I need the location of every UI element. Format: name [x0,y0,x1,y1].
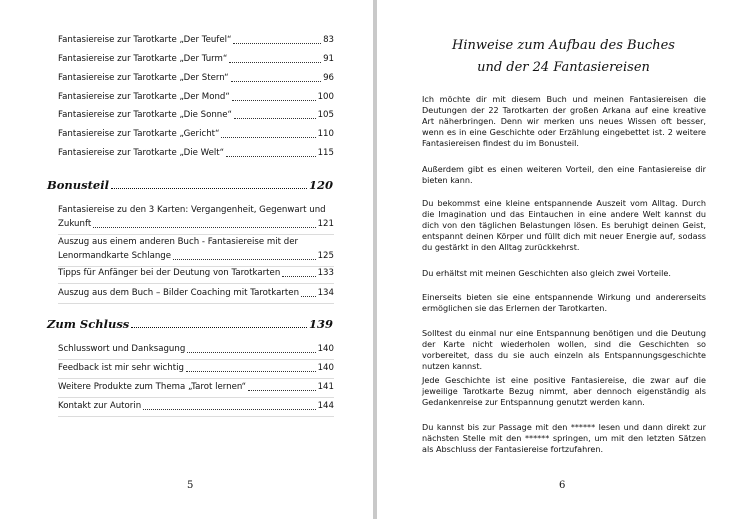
toc-entry-bilder-coaching[interactable] [58,286,334,304]
toc-entry-mond[interactable] [58,90,334,104]
toc-entry-teufel[interactable] [58,33,334,47]
toc-entry-gericht[interactable] [58,127,334,141]
toc-entry-drei-karten[interactable] [58,203,334,235]
toc-entry-page: 140 [317,363,334,373]
paragraph: Außerdem gibt es einen weiteren Vorteil, den eine Fantasiereise dir bieten kann. [422,164,706,185]
toc-entry-label: Feedback ist mir sehr wichtig [58,363,184,373]
toc-entry-page: 125 [317,251,334,261]
toc-entry-label: Fantasiereise zur Tarotkarte „Die Sonne“ [58,110,232,120]
toc-entry-page: 133 [317,268,334,278]
paragraph: Einerseits bieten sie eine entspannende Wirkung und andererseits ermöglichen sie das Erlernen der Tarotkarten. [422,292,706,313]
toc-entry-feedback[interactable] [58,361,334,379]
section-label: Bonusteil [47,178,109,192]
toc-entry-page: 105 [317,110,334,120]
toc-section-zum-schluss[interactable] [47,317,333,331]
toc-entry-stern[interactable] [58,71,334,85]
toc-entry-page: 110 [317,129,334,139]
section-page: 139 [308,317,333,331]
toc-entry-page: 134 [317,288,334,298]
toc-entry-label: Zukunft [58,219,92,229]
toc-entry-turm[interactable] [58,52,334,66]
toc-entry-label-line1: Fantasiereise zu den 3 Karten: Vergangenheit, Gegenwart und [58,205,326,215]
toc-entry-page: 115 [317,148,334,158]
paragraph: Du kannst bis zur Passage mit den ****** lesen und dann direkt zur nächsten Stelle mit den ****** springen, um mit den letzten Sätzen als Abschluss der Fantasiereise fortzufahren. [422,422,706,454]
toc-entry-lenormand[interactable] [58,235,334,267]
toc-entry-page: 96 [323,73,334,83]
paragraph: Solltest du einmal nur eine Entspannung benötigen und die Deutung der Karte nicht wiederholen wollen, sind die Geschichten so vorbereitet, dass du sie auch einzeln als Entspannungsgeschichte nutzen kannst. [422,328,706,371]
toc-entry-label: Fantasiereise zur Tarotkarte „Der Stern“ [58,73,229,83]
toc-section-bonusteil[interactable] [47,178,333,192]
toc-entry-page: 91 [323,54,334,64]
toc-entry-page: 100 [317,92,334,102]
toc-entry-label: Tipps für Anfänger bei der Deutung von Tarotkarten [58,268,281,278]
toc-entry-label: Lenormandkarte Schlange [58,251,172,261]
toc-entry-page: 121 [317,219,334,229]
toc-entry-page: 140 [317,344,334,354]
right-page [377,0,750,519]
toc-entry-label: Schlusswort und Danksagung [58,344,186,354]
toc-entry-label: Kontakt zur Autorin [58,401,142,411]
toc-entry-label: Weitere Produkte zum Thema „Tarot lernen“ [58,382,247,392]
page-number: 5 [187,480,194,491]
section-label: Zum Schluss [47,317,130,331]
toc-entry-page: 141 [317,382,334,392]
paragraph: Ich möchte dir mit diesem Buch und meinen Fantasiereisen die Deutungen der 22 Tarotkarten der großen Arkana auf eine kreative Art näherbringen. Denn wir merken uns neues Wissen oft besser, wenn es in eine Geschichte oder Erzählung eingebettet ist. 2 weitere Fantasiereisen findest du im Bonusteil. [422,94,706,148]
left-page [0,0,373,519]
toc-entry-welt[interactable] [58,146,334,160]
paragraph: Du bekommst eine kleine entspannende Auszeit vom Alltag. Durch die Imagination und das Eintauchen in eine andere Welt kannst du dich von den täglichen Belastungen lösen. Es beruhigt deinen Geist, entspannt deinen Körper und füllt dich mit neuer Energie auf, sodass du gestärkt in den Alltag zurückkehrst. [422,198,706,252]
toc-entry-tipps[interactable] [58,266,334,284]
page-title-line2: und der 24 Fantasiereisen [477,60,650,75]
toc-entry-kontakt[interactable] [58,399,334,417]
paragraph: Du erhältst mit meinen Geschichten also gleich zwei Vorteile. [422,268,671,278]
toc-entry-page: 83 [323,35,334,45]
toc-entry-sonne[interactable] [58,108,334,122]
toc-entry-schlusswort[interactable] [58,342,334,360]
toc-entry-label: Fantasiereise zur Tarotkarte „Der Mond“ [58,92,230,102]
toc-entry-page: 144 [317,401,334,411]
toc-entry-weitere-produkte[interactable] [58,380,334,398]
toc-entry-label: Fantasiereise zur Tarotkarte „Der Teufel“ [58,35,232,45]
toc-entry-label: Fantasiereise zur Tarotkarte „Die Welt“ [58,148,225,158]
toc-entry-label: Fantasiereise zur Tarotkarte „Gericht“ [58,129,220,139]
section-page: 120 [308,178,333,192]
page-title-line1: Hinweise zum Aufbau des Buches [452,38,675,53]
toc-entry-label: Fantasiereise zur Tarotkarte „Der Turm“ [58,54,228,64]
page-number: 6 [559,480,566,491]
toc-entry-label-line1: Auszug aus einem anderen Buch - Fantasiereise mit der [58,237,299,247]
paragraph: Jede Geschichte ist eine positive Fantasiereise, die zwar auf die jeweilige Tarotkarte Bezug nimmt, aber dennoch eigenständig als Gedankenreise zur Entspannung genutzt werden kann. [422,375,706,407]
toc-entry-label: Auszug aus dem Buch – Bilder Coaching mit Tarotkarten [58,288,300,298]
